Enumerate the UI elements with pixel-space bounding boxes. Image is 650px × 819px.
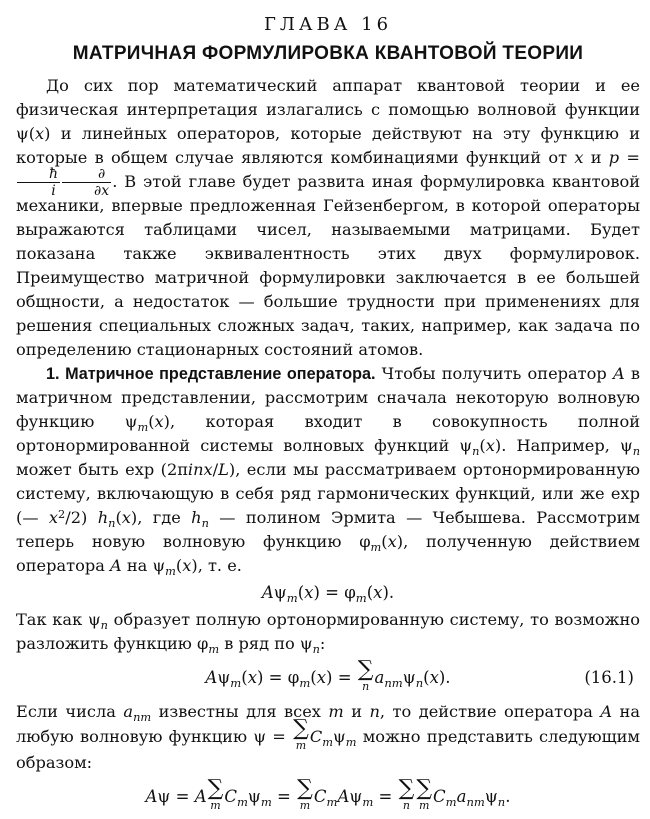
paragraph-intro: До сих пор математический аппарат квантовой теории и ее физическая интерпретация излагались с помощью волновой функции ψ(x) и линейных операторов, которые действуют на эту функцию и которые в общем случае являются комбинациями функций от x и p = $\frac{ħ}{i}$ $\frac{\partial}{\partial x}$ . В этой главе будет развита иная формулировка квантовой механики, впервые предложенная Гейзенбергом, в которой операторы выражаются таблицами чисел, называемыми матрицами. Будет показана также эквивалентность этих двух формулировок. Преимущество матричной формулировки заключается в ее большей общности, а недостаток — большие трудности при применениях для решения специальных сложных задач, таких, например, как задача по определению стационарных состояний атомов. — [16, 76, 640, 359]
page — [16, 14, 640, 819]
section-heading: 1. Матричное представление оператора. — [46, 365, 376, 383]
paragraph-section-1: 1. Матричное представление оператора. Чтобы получить оператор A в матричном представлении, рассмотрим сначала некоторую волновую функцию $\psi_m(x)$, которая входит в совокупность полной ортонормированной системы волновых функций $\psi_n(x)$. Например, $\psi_n$ может быть exp (2πinx/L), если мы рассматриваем ортонормированную систему, включающую в себя ряд гармонических функций, или же exp (— $x^2/2$) $h_n(x)$, где $h_n$ — полином Эрмита — Чебышева. Рассмотрим теперь новую волновую функцию $\varphi_m(x)$, полученную действием оператора A на $\psi_m(x)$, т. е. — [16, 364, 640, 578]
equation-definition: $A\psi_m(x) = \varphi_m(x)$. — [261, 583, 395, 606]
equation-number: (16.1) — [584, 668, 634, 687]
paragraph-expansion: Так как $\psi_n$ образует полную ортонормированную систему, то возможно разложить функцию $\varphi_m$ в ряд по $\psi_n$: — [16, 610, 641, 656]
equation-action: Aψ = A ∑ m $C_m\psi_m$ = ∑ m $C_mA\psi_m$ = ∑ n ∑ m $C_ma_{nm}\psi_n$. — [145, 776, 511, 812]
chapter-heading: ГЛАВА 16 — [263, 14, 393, 35]
paragraph-action: Если числа $a_{nm}$ известны для всех m и n, то действие оператора A на любую волновую функцию ψ = ∑ m $C_m\psi_m$ можно представить следующим образом: — [16, 702, 640, 772]
chapter-title: МАТРИЧНАЯ ФОРМУЛИРОВКА КВАНТОВОЙ ТЕОРИИ — [72, 43, 584, 64]
equation-16-1: $A\psi_m(x) = \varphi_m(x)$ = ∑ n $a_{nm}\psi_n(x)$. (16.1) — [16, 658, 640, 698]
